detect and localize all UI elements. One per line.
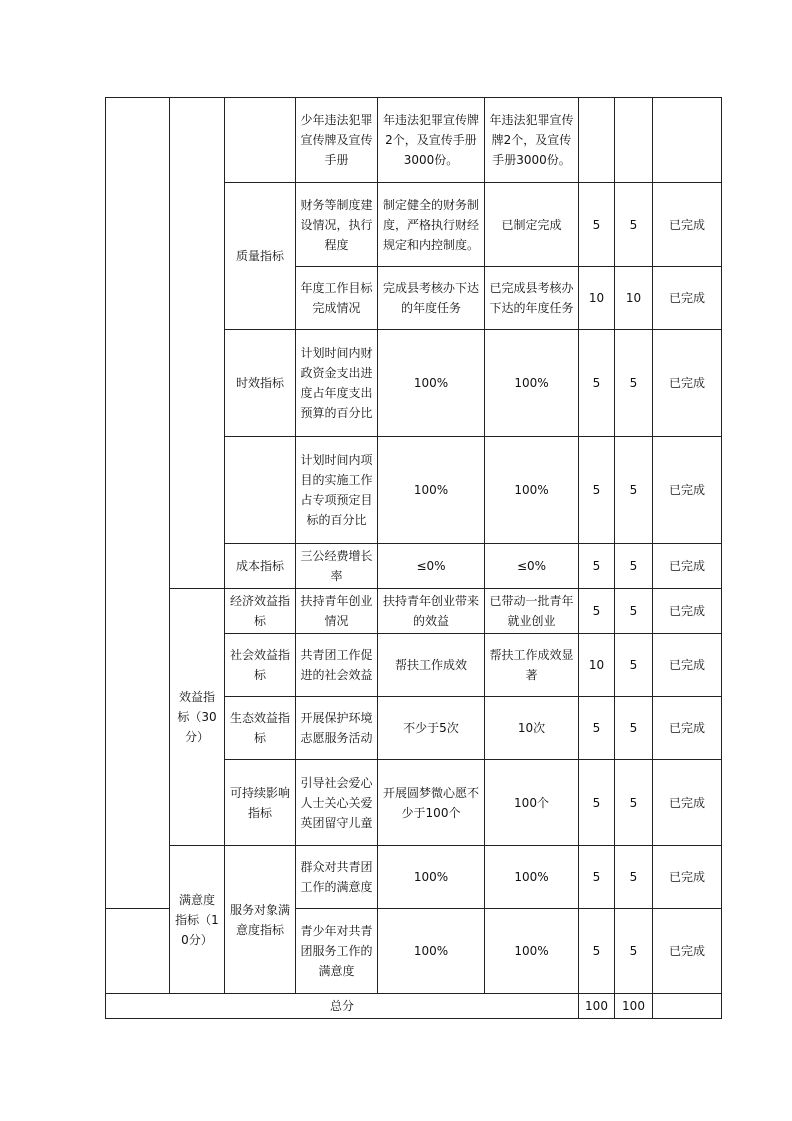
total-remark (653, 994, 722, 1019)
score: 5 (615, 183, 653, 267)
score: 5 (615, 760, 653, 846)
actual-value: 100% (485, 846, 579, 909)
indicator-name: 少年违法犯罪宣传牌及宣传手册 (296, 98, 378, 183)
weight: 5 (579, 437, 615, 544)
indicator-name: 群众对共青团工作的满意度 (296, 846, 378, 909)
weight: 5 (579, 697, 615, 760)
remark: 已完成 (653, 697, 722, 760)
remark: 已完成 (653, 846, 722, 909)
level3-cell (225, 437, 296, 544)
score: 10 (615, 267, 653, 330)
indicator-name: 财务等制度建设情况，执行程度 (296, 183, 378, 267)
total-score: 100 (615, 994, 653, 1019)
actual-value: 已完成县考核办下达的年度任务 (485, 267, 579, 330)
target-value: 完成县考核办下达的年度任务 (378, 267, 485, 330)
score: 5 (615, 697, 653, 760)
weight: 5 (579, 330, 615, 437)
indicator-name: 引导社会爱心人士关心关爱英团留守儿童 (296, 760, 378, 846)
level3-cell (225, 98, 296, 183)
level2-cell (170, 98, 225, 589)
indicator-name: 共青团工作促进的社会效益 (296, 634, 378, 697)
score: 5 (615, 846, 653, 909)
level2-cell: 效益指标（30分） (170, 589, 225, 846)
remark: 已完成 (653, 589, 722, 634)
level1-cell (106, 909, 170, 994)
target-value: 不少于5次 (378, 697, 485, 760)
target-value: 100% (378, 437, 485, 544)
level3-cell: 质量指标 (225, 183, 296, 330)
score: 5 (615, 589, 653, 634)
weight: 10 (579, 634, 615, 697)
indicator-name: 计划时间内项目的实施工作占专项预定目标的百分比 (296, 437, 378, 544)
actual-value: ≤0% (485, 544, 579, 589)
actual-value: 100% (485, 330, 579, 437)
remark: 已完成 (653, 760, 722, 846)
performance-table (105, 97, 722, 1019)
remark: 已完成 (653, 267, 722, 330)
remark: 已完成 (653, 330, 722, 437)
indicator-name: 计划时间内财政资金支出进度占年度支出预算的百分比 (296, 330, 378, 437)
level2-cell: 满意度指标（10分） (170, 846, 225, 994)
indicator-name: 三公经费增长率 (296, 544, 378, 589)
target-value: 100% (378, 909, 485, 994)
table-row (106, 589, 722, 634)
indicator-name: 开展保护环境志愿服务活动 (296, 697, 378, 760)
target-value: 扶持青年创业带来的效益 (378, 589, 485, 634)
actual-value: 帮扶工作成效显著 (485, 634, 579, 697)
actual-value: 年违法犯罪宣传牌2个，及宣传手册3000份。 (485, 98, 579, 183)
score: 5 (615, 634, 653, 697)
weight: 5 (579, 846, 615, 909)
actual-value: 100% (485, 437, 579, 544)
remark: 已完成 (653, 909, 722, 994)
target-value: 帮扶工作成效 (378, 634, 485, 697)
level3-cell: 时效指标 (225, 330, 296, 437)
weight: 5 (579, 909, 615, 994)
target-value: 开展圆梦微心愿不少于100个 (378, 760, 485, 846)
weight: 5 (579, 183, 615, 267)
indicator-name: 年度工作目标完成情况 (296, 267, 378, 330)
target-value: 制定健全的财务制度，严格执行财经规定和内控制度。 (378, 183, 485, 267)
remark: 已完成 (653, 183, 722, 267)
total-weight: 100 (579, 994, 615, 1019)
score (615, 98, 653, 183)
level3-cell: 服务对象满意度指标 (225, 846, 296, 994)
level3-cell: 经济效益指标 (225, 589, 296, 634)
indicator-name: 扶持青年创业情况 (296, 589, 378, 634)
indicator-name: 青少年对共青团服务工作的满意度 (296, 909, 378, 994)
actual-value: 100% (485, 909, 579, 994)
score: 5 (615, 909, 653, 994)
table-row (106, 98, 722, 183)
actual-value: 100个 (485, 760, 579, 846)
weight: 5 (579, 589, 615, 634)
score: 5 (615, 330, 653, 437)
remark: 已完成 (653, 437, 722, 544)
weight: 5 (579, 544, 615, 589)
score: 5 (615, 437, 653, 544)
score: 5 (615, 544, 653, 589)
level1-cell (106, 98, 170, 909)
actual-value: 已带动一批青年就业创业 (485, 589, 579, 634)
total-label: 总分 (106, 994, 579, 1019)
level3-cell: 生态效益指标 (225, 697, 296, 760)
weight (579, 98, 615, 183)
level3-cell: 可持续影响指标 (225, 760, 296, 846)
target-value: 100% (378, 846, 485, 909)
remark (653, 98, 722, 183)
total-row (106, 994, 722, 1019)
actual-value: 已制定完成 (485, 183, 579, 267)
remark: 已完成 (653, 544, 722, 589)
remark: 已完成 (653, 634, 722, 697)
table-row (106, 846, 722, 909)
actual-value: 10次 (485, 697, 579, 760)
level3-cell: 社会效益指标 (225, 634, 296, 697)
level3-cell: 成本指标 (225, 544, 296, 589)
target-value: 年违法犯罪宣传牌2个，及宣传手册3000份。 (378, 98, 485, 183)
weight: 10 (579, 267, 615, 330)
weight: 5 (579, 760, 615, 846)
target-value: 100% (378, 330, 485, 437)
target-value: ≤0% (378, 544, 485, 589)
